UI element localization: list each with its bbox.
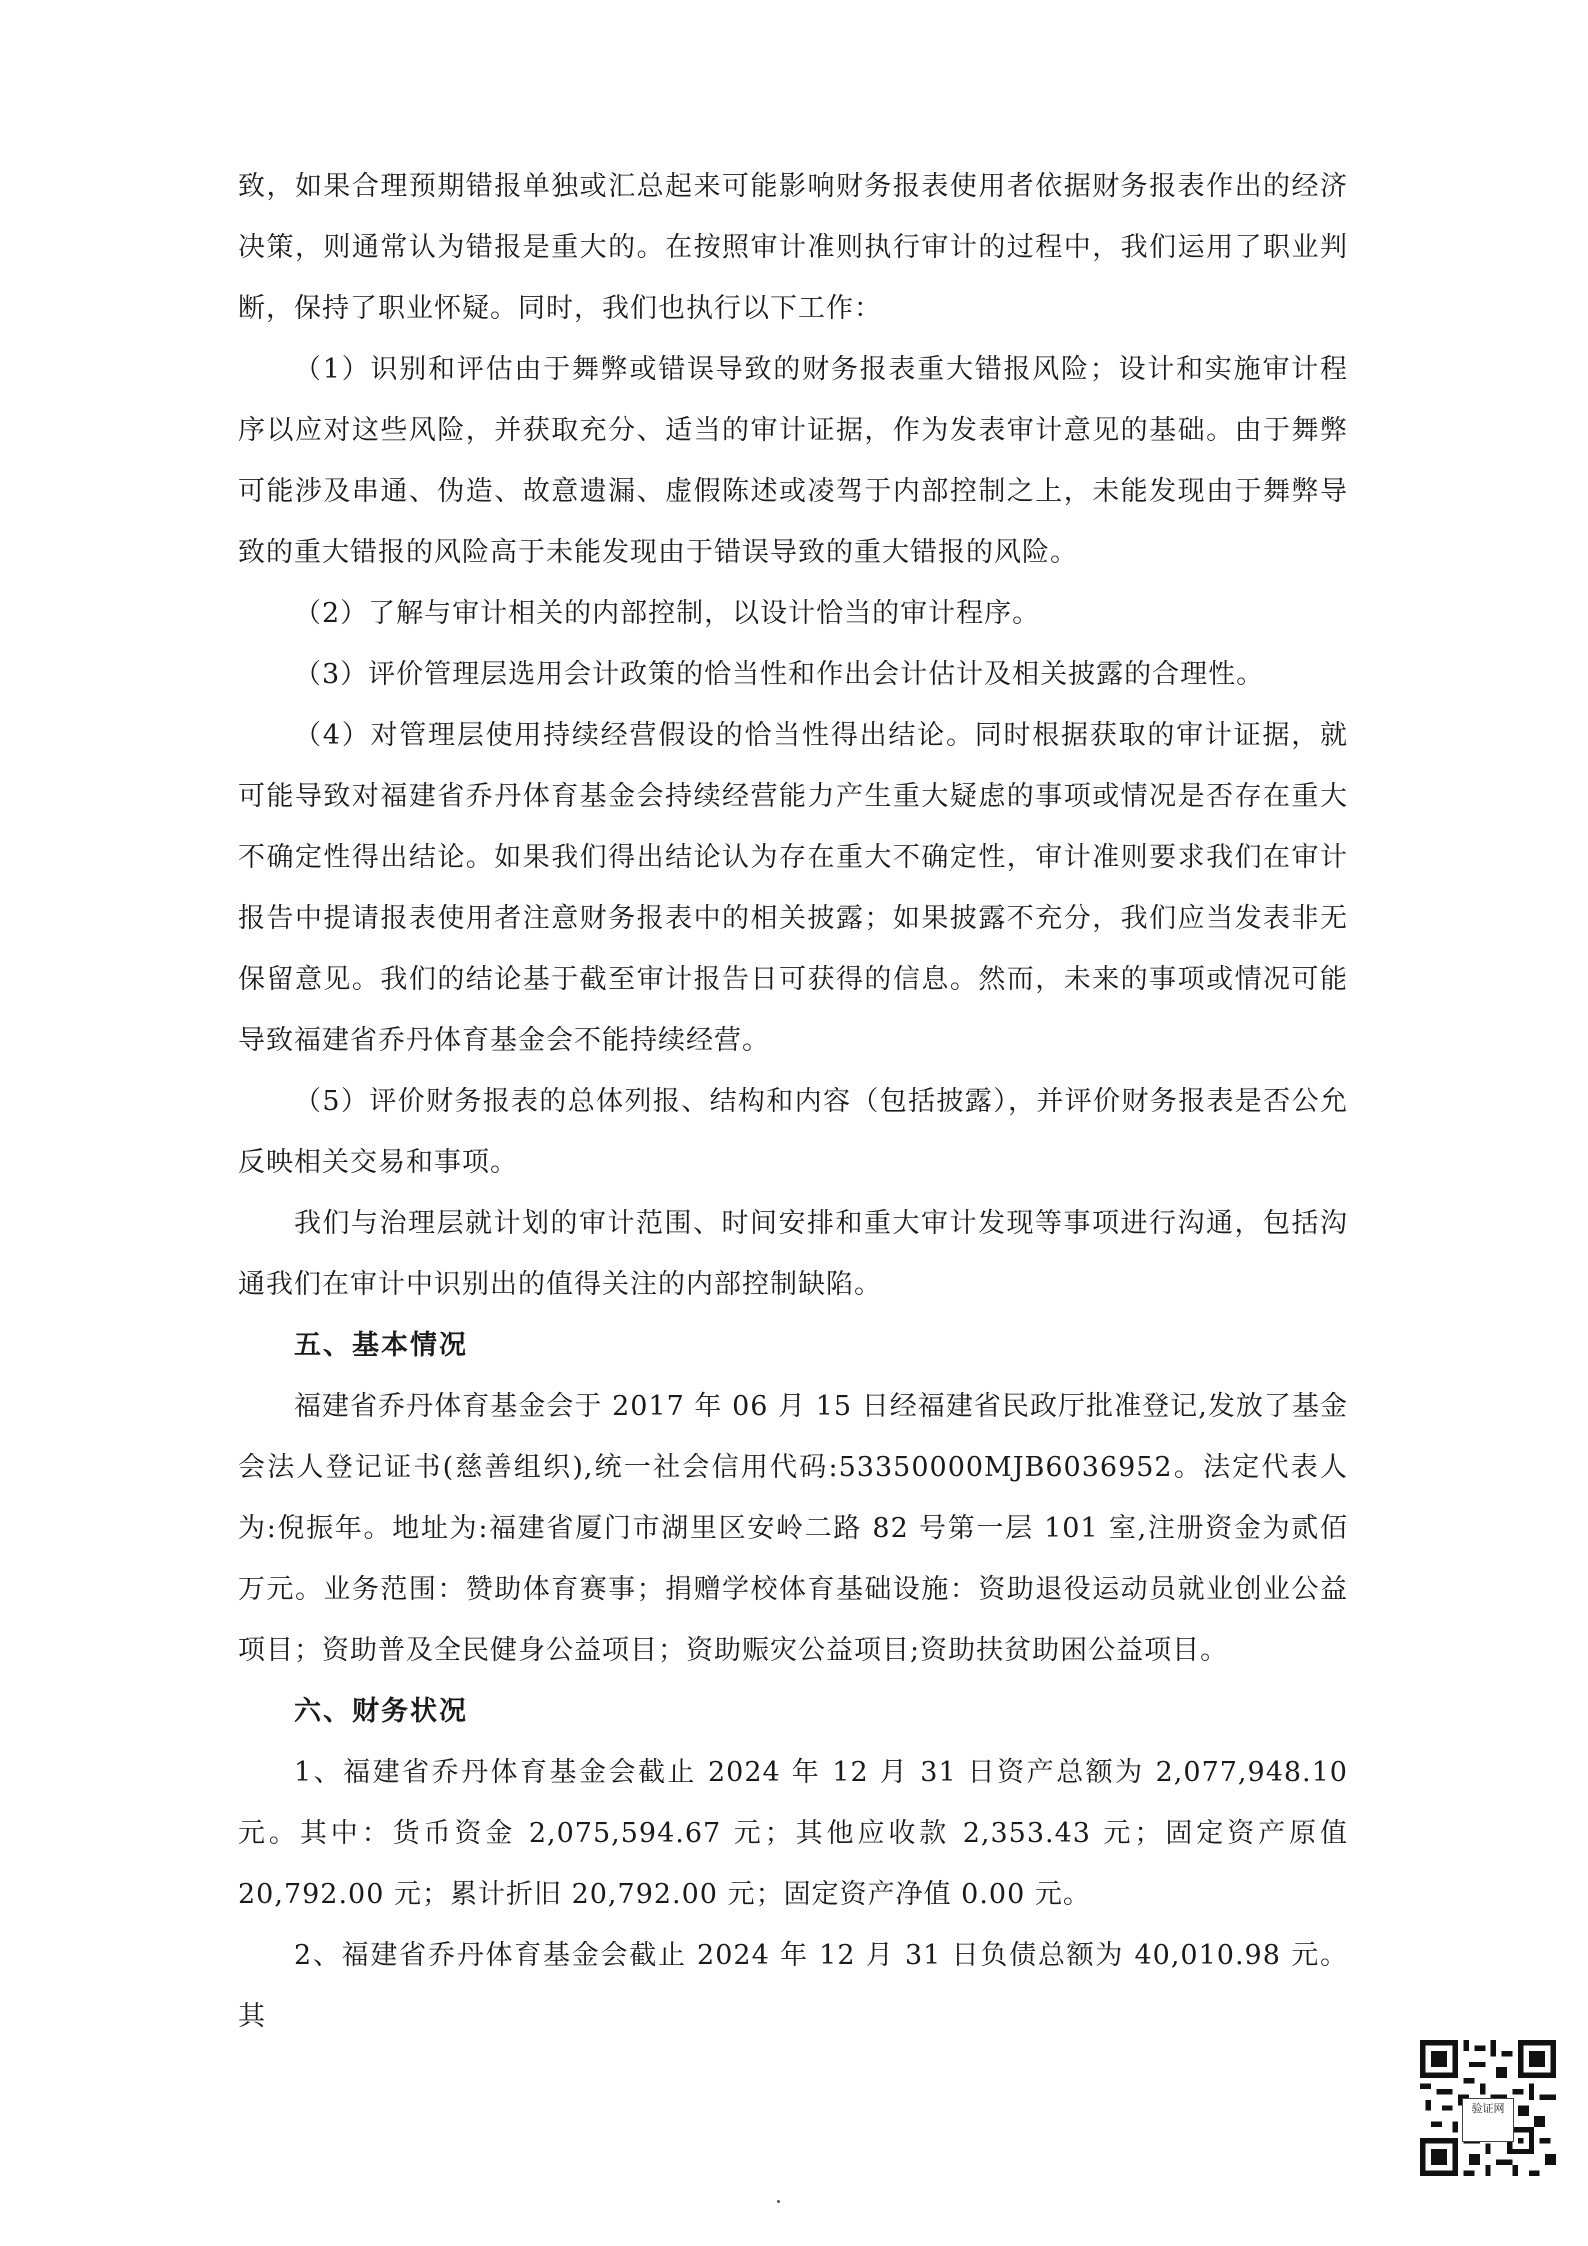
paragraph-audit-intro: 致，如果合理预期错报单独或汇总起来可能影响财务报表使用者依据财务报表作出的经济决策，则通常认为错报是重大的。在按照审计准则执行审计的过程中，我们运用了职业判断，保持了职业怀疑。同时，我们也执行以下工作： xyxy=(238,171,1348,324)
paragraph-item-3: （3）评价管理层选用会计政策的恰当性和作出会计估计及相关披露的合理性。 xyxy=(294,659,1265,690)
paragraph-item-1: （1）识别和评估由于舞弊或错误导致的财务报表重大错报风险；设计和实施审计程序以应对这些风险，并获取充分、适当的审计证据，作为发表审计意见的基础。由于舞弊可能涉及串通、伪造、故意遗漏、虚假陈述或凌驾于内部控制之上，未能发现由于舞弊导致的重大错报的风险高于未能发现由于错误导致的重大错报的风险。 xyxy=(238,354,1348,568)
paragraph-communication: 我们与治理层就计划的审计范围、时间安排和重大审计发现等事项进行沟通，包括沟通我们在审计中识别出的值得关注的内部控制缺陷。 xyxy=(238,1208,1348,1300)
paragraph-item-5: （5）评价财务报表的总体列报、结构和内容（包括披露），并评价财务报表是否公允反映相关交易和事项。 xyxy=(238,1086,1348,1178)
paragraph-assets: 1、福建省乔丹体育基金会截止 2024 年 12 月 31 日资产总额为 2,077,948.10 元。其中：货币资金 2,075,594.67 元；其他应收款 2,353.43 元；固定资产原值 20,792.00 元；累计折旧 20,792.00 元；固定资产净值 0.00 元。 xyxy=(238,1757,1348,1910)
paragraph-item-2: （2）了解与审计相关的内部控制，以设计恰当的审计程序。 xyxy=(294,598,1041,629)
document-body xyxy=(238,156,1348,2047)
section-heading-financial-status: 六、财务状况 xyxy=(294,1696,468,1727)
page-dot xyxy=(777,2200,780,2203)
paragraph-basic-info: 福建省乔丹体育基金会于 2017 年 06 月 15 日经福建省民政厅批准登记,发放了基金会法人登记证书(慈善组织),统一社会信用代码:53350000MJB6036952。法定代表人为:倪振年。地址为:福建省厦门市湖里区安岭二路 82 号第一层 101 室,注册资金为贰佰万元。业务范围：赞助体育赛事；捐赠学校体育基础设施：资助退役运动员就业创业公益项目；资助普及全民健身公益项目；资助赈灾公益项目;资助扶贫助困公益项目。 xyxy=(238,1391,1348,1666)
paragraph-liabilities: 2、福建省乔丹体育基金会截止 2024 年 12 月 31 日负债总额为 40,010.98 元。其 xyxy=(238,1940,1348,2032)
section-heading-basic-info: 五、基本情况 xyxy=(294,1330,468,1361)
qr-verify-label: 验证网 xyxy=(1462,2098,1514,2142)
paragraph-item-4: （4）对管理层使用持续经营假设的恰当性得出结论。同时根据获取的审计证据，就可能导致对福建省乔丹体育基金会持续经营能力产生重大疑虑的事项或情况是否存在重大不确定性得出结论。如果我们得出结论认为存在重大不确定性，审计准则要求我们在审计报告中提请报表使用者注意财务报表中的相关披露；如果披露不充分，我们应当发表非无保留意见。我们的结论基于截至审计报告日可获得的信息。然而，未来的事项或情况可能导致福建省乔丹体育基金会不能持续经营。 xyxy=(238,720,1348,1056)
